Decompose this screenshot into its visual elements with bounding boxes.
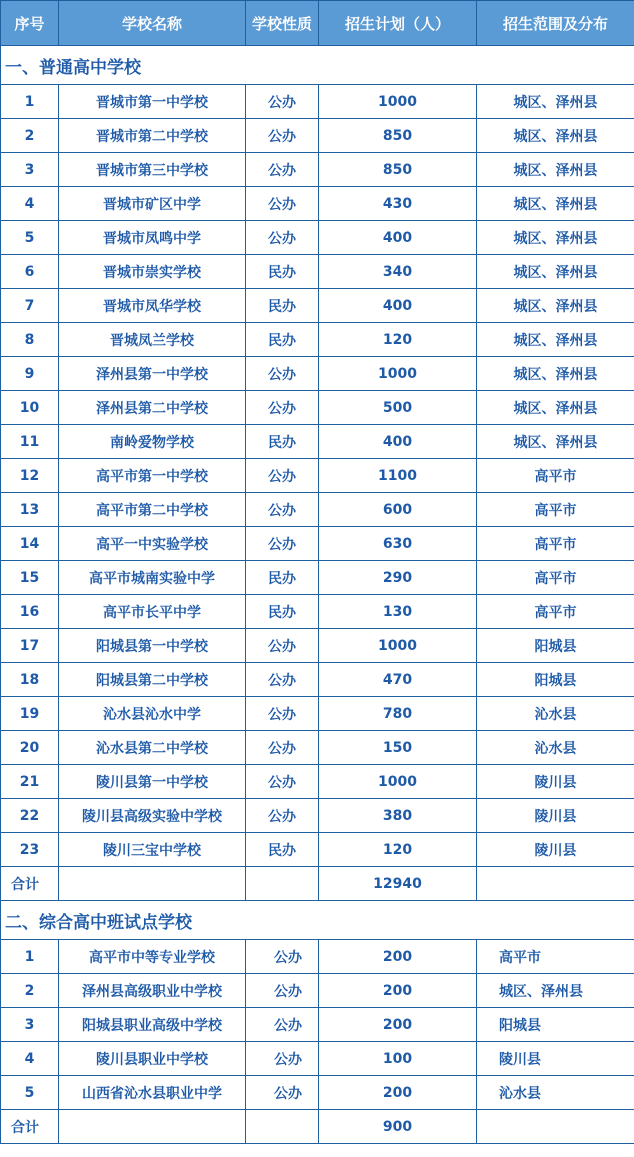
row-school-nature: 民办 — [246, 289, 319, 323]
row-school-name: 高平市第一中学校 — [59, 459, 246, 493]
row-enrollment-plan: 290 — [319, 561, 477, 595]
row-school-nature: 公办 — [246, 974, 319, 1008]
row-enrollment-scope: 城区、泽州县 — [477, 221, 634, 255]
total-label: 合计 — [1, 1110, 59, 1144]
row-no: 20 — [1, 731, 59, 765]
row-no: 16 — [1, 595, 59, 629]
total-empty — [59, 1110, 246, 1144]
row-school-nature: 公办 — [246, 697, 319, 731]
row-no: 21 — [1, 765, 59, 799]
row-enrollment-plan: 430 — [319, 187, 477, 221]
row-enrollment-scope: 城区、泽州县 — [477, 289, 634, 323]
row-school-name: 山西省沁水县职业中学 — [59, 1076, 246, 1110]
row-enrollment-plan: 200 — [319, 1008, 477, 1042]
table-row — [1, 663, 634, 697]
row-school-nature: 民办 — [246, 595, 319, 629]
row-school-nature: 民办 — [246, 323, 319, 357]
table-row — [1, 1042, 634, 1076]
row-school-name: 高平市第二中学校 — [59, 493, 246, 527]
section-title-row — [1, 46, 634, 85]
table-row — [1, 765, 634, 799]
row-enrollment-plan: 380 — [319, 799, 477, 833]
row-school-nature: 公办 — [246, 119, 319, 153]
table-row — [1, 119, 634, 153]
row-no: 2 — [1, 974, 59, 1008]
row-no: 19 — [1, 697, 59, 731]
row-school-name: 陵川县高级实验中学校 — [59, 799, 246, 833]
row-no: 22 — [1, 799, 59, 833]
row-enrollment-plan: 120 — [319, 833, 477, 867]
table-row — [1, 974, 634, 1008]
row-enrollment-scope: 陵川县 — [477, 799, 634, 833]
row-enrollment-scope: 城区、泽州县 — [477, 153, 634, 187]
row-no: 17 — [1, 629, 59, 663]
row-school-nature: 公办 — [246, 1042, 319, 1076]
row-school-name: 晋城凤兰学校 — [59, 323, 246, 357]
row-enrollment-plan: 400 — [319, 221, 477, 255]
row-school-name: 阳城县第二中学校 — [59, 663, 246, 697]
row-no: 13 — [1, 493, 59, 527]
table-row — [1, 1076, 634, 1110]
row-school-nature: 公办 — [246, 731, 319, 765]
table-row — [1, 595, 634, 629]
row-school-name: 晋城市崇实学校 — [59, 255, 246, 289]
row-enrollment-scope: 城区、泽州县 — [477, 323, 634, 357]
row-school-name: 南岭爱物学校 — [59, 425, 246, 459]
total-empty — [246, 1110, 319, 1144]
row-school-name: 陵川县职业中学校 — [59, 1042, 246, 1076]
table-row — [1, 391, 634, 425]
table-row — [1, 629, 634, 663]
row-enrollment-plan: 120 — [319, 323, 477, 357]
row-no: 9 — [1, 357, 59, 391]
row-no: 2 — [1, 119, 59, 153]
row-school-nature: 公办 — [246, 493, 319, 527]
row-no: 4 — [1, 1042, 59, 1076]
row-enrollment-scope: 沁水县 — [477, 1076, 634, 1110]
row-school-name: 泽州县高级职业中学校 — [59, 974, 246, 1008]
total-empty — [246, 867, 319, 901]
row-enrollment-plan: 780 — [319, 697, 477, 731]
row-enrollment-plan: 1000 — [319, 765, 477, 799]
row-school-name: 高平一中实验学校 — [59, 527, 246, 561]
row-enrollment-scope: 沁水县 — [477, 697, 634, 731]
row-no: 15 — [1, 561, 59, 595]
table-row — [1, 833, 634, 867]
section-title-row — [1, 901, 634, 940]
table-row — [1, 289, 634, 323]
row-school-nature: 公办 — [246, 153, 319, 187]
row-school-name: 高平市长平中学 — [59, 595, 246, 629]
table-row — [1, 221, 634, 255]
row-enrollment-scope: 陵川县 — [477, 1042, 634, 1076]
row-enrollment-plan: 340 — [319, 255, 477, 289]
table-row — [1, 85, 634, 119]
section1-title: 一、普通高中学校 — [1, 46, 634, 85]
table-row — [1, 357, 634, 391]
row-school-nature: 公办 — [246, 527, 319, 561]
total-empty — [477, 867, 634, 901]
table-row — [1, 425, 634, 459]
row-school-nature: 公办 — [246, 85, 319, 119]
table-row — [1, 493, 634, 527]
total-label: 合计 — [1, 867, 59, 901]
row-school-name: 晋城市第三中学校 — [59, 153, 246, 187]
total-row — [1, 1110, 634, 1144]
row-no: 7 — [1, 289, 59, 323]
row-no: 5 — [1, 221, 59, 255]
total-empty — [477, 1110, 634, 1144]
row-school-name: 晋城市第一中学校 — [59, 85, 246, 119]
row-school-nature: 公办 — [246, 799, 319, 833]
row-school-name: 沁水县沁水中学 — [59, 697, 246, 731]
row-enrollment-scope: 阳城县 — [477, 629, 634, 663]
row-school-nature: 公办 — [246, 1008, 319, 1042]
row-school-nature: 公办 — [246, 357, 319, 391]
row-enrollment-scope: 城区、泽州县 — [477, 357, 634, 391]
table-row — [1, 255, 634, 289]
total-empty — [59, 867, 246, 901]
header-school-nature: 学校性质 — [246, 1, 319, 46]
row-enrollment-plan: 150 — [319, 731, 477, 765]
row-school-name: 晋城市第二中学校 — [59, 119, 246, 153]
row-school-name: 高平市中等专业学校 — [59, 940, 246, 974]
row-no: 12 — [1, 459, 59, 493]
row-enrollment-plan: 1000 — [319, 629, 477, 663]
row-school-name: 陵川三宝中学校 — [59, 833, 246, 867]
table-row — [1, 697, 634, 731]
row-no: 23 — [1, 833, 59, 867]
row-no: 11 — [1, 425, 59, 459]
row-no: 8 — [1, 323, 59, 357]
row-no: 18 — [1, 663, 59, 697]
row-school-nature: 公办 — [246, 1076, 319, 1110]
row-enrollment-plan: 400 — [319, 425, 477, 459]
row-no: 14 — [1, 527, 59, 561]
row-enrollment-plan: 1100 — [319, 459, 477, 493]
row-enrollment-plan: 1000 — [319, 85, 477, 119]
header-row — [1, 1, 634, 46]
row-no: 3 — [1, 153, 59, 187]
table-row — [1, 187, 634, 221]
row-enrollment-scope: 高平市 — [477, 595, 634, 629]
row-enrollment-plan: 130 — [319, 595, 477, 629]
row-school-name: 晋城市矿区中学 — [59, 187, 246, 221]
row-school-nature: 公办 — [246, 765, 319, 799]
row-school-name: 晋城市凤华学校 — [59, 289, 246, 323]
row-no: 5 — [1, 1076, 59, 1110]
row-no: 1 — [1, 940, 59, 974]
row-school-nature: 民办 — [246, 561, 319, 595]
row-enrollment-plan: 470 — [319, 663, 477, 697]
row-enrollment-plan: 200 — [319, 940, 477, 974]
row-enrollment-scope: 陵川县 — [477, 765, 634, 799]
row-enrollment-plan: 1000 — [319, 357, 477, 391]
total-value: 900 — [319, 1110, 477, 1144]
header-enrollment-plan: 招生计划（人） — [319, 1, 477, 46]
row-school-name: 高平市城南实验中学 — [59, 561, 246, 595]
row-school-name: 阳城县职业高级中学校 — [59, 1008, 246, 1042]
table-row — [1, 1008, 634, 1042]
row-school-name: 晋城市凤鸣中学 — [59, 221, 246, 255]
row-no: 4 — [1, 187, 59, 221]
row-enrollment-scope: 阳城县 — [477, 663, 634, 697]
table-row — [1, 561, 634, 595]
row-school-name: 泽州县第一中学校 — [59, 357, 246, 391]
row-enrollment-scope: 城区、泽州县 — [477, 119, 634, 153]
row-enrollment-plan: 200 — [319, 1076, 477, 1110]
row-enrollment-scope: 城区、泽州县 — [477, 974, 634, 1008]
table-row — [1, 799, 634, 833]
row-school-nature: 公办 — [246, 940, 319, 974]
row-school-name: 陵川县第一中学校 — [59, 765, 246, 799]
row-enrollment-plan: 400 — [319, 289, 477, 323]
row-no: 3 — [1, 1008, 59, 1042]
row-enrollment-scope: 阳城县 — [477, 1008, 634, 1042]
row-enrollment-scope: 高平市 — [477, 527, 634, 561]
row-school-nature: 公办 — [246, 221, 319, 255]
row-enrollment-plan: 200 — [319, 974, 477, 1008]
row-enrollment-scope: 城区、泽州县 — [477, 255, 634, 289]
row-enrollment-scope: 高平市 — [477, 459, 634, 493]
row-enrollment-scope: 城区、泽州县 — [477, 187, 634, 221]
header-school-name: 学校名称 — [59, 1, 246, 46]
section2-title: 二、综合高中班试点学校 — [1, 901, 634, 940]
row-enrollment-scope: 城区、泽州县 — [477, 425, 634, 459]
table-row — [1, 323, 634, 357]
row-enrollment-scope: 高平市 — [477, 561, 634, 595]
row-enrollment-scope: 陵川县 — [477, 833, 634, 867]
table-row — [1, 153, 634, 187]
row-school-nature: 民办 — [246, 255, 319, 289]
header-enrollment-scope: 招生范围及分布 — [477, 1, 634, 46]
row-enrollment-scope: 高平市 — [477, 940, 634, 974]
row-enrollment-scope: 城区、泽州县 — [477, 391, 634, 425]
row-no: 10 — [1, 391, 59, 425]
row-enrollment-scope: 城区、泽州县 — [477, 85, 634, 119]
table-row — [1, 940, 634, 974]
row-enrollment-plan: 630 — [319, 527, 477, 561]
table-row — [1, 459, 634, 493]
row-school-nature: 公办 — [246, 391, 319, 425]
row-enrollment-plan: 500 — [319, 391, 477, 425]
row-school-nature: 民办 — [246, 425, 319, 459]
row-school-nature: 公办 — [246, 459, 319, 493]
row-enrollment-plan: 100 — [319, 1042, 477, 1076]
row-no: 6 — [1, 255, 59, 289]
row-enrollment-plan: 850 — [319, 153, 477, 187]
row-school-nature: 公办 — [246, 663, 319, 697]
table-row — [1, 731, 634, 765]
row-school-name: 泽州县第二中学校 — [59, 391, 246, 425]
row-school-nature: 公办 — [246, 629, 319, 663]
header-no: 序号 — [1, 1, 59, 46]
row-no: 1 — [1, 85, 59, 119]
total-value: 12940 — [319, 867, 477, 901]
row-enrollment-scope: 高平市 — [477, 493, 634, 527]
row-school-name: 沁水县第二中学校 — [59, 731, 246, 765]
row-enrollment-scope: 沁水县 — [477, 731, 634, 765]
total-row — [1, 867, 634, 901]
row-school-nature: 公办 — [246, 187, 319, 221]
row-enrollment-plan: 600 — [319, 493, 477, 527]
row-enrollment-plan: 850 — [319, 119, 477, 153]
table-row — [1, 527, 634, 561]
row-school-name: 阳城县第一中学校 — [59, 629, 246, 663]
row-school-nature: 民办 — [246, 833, 319, 867]
